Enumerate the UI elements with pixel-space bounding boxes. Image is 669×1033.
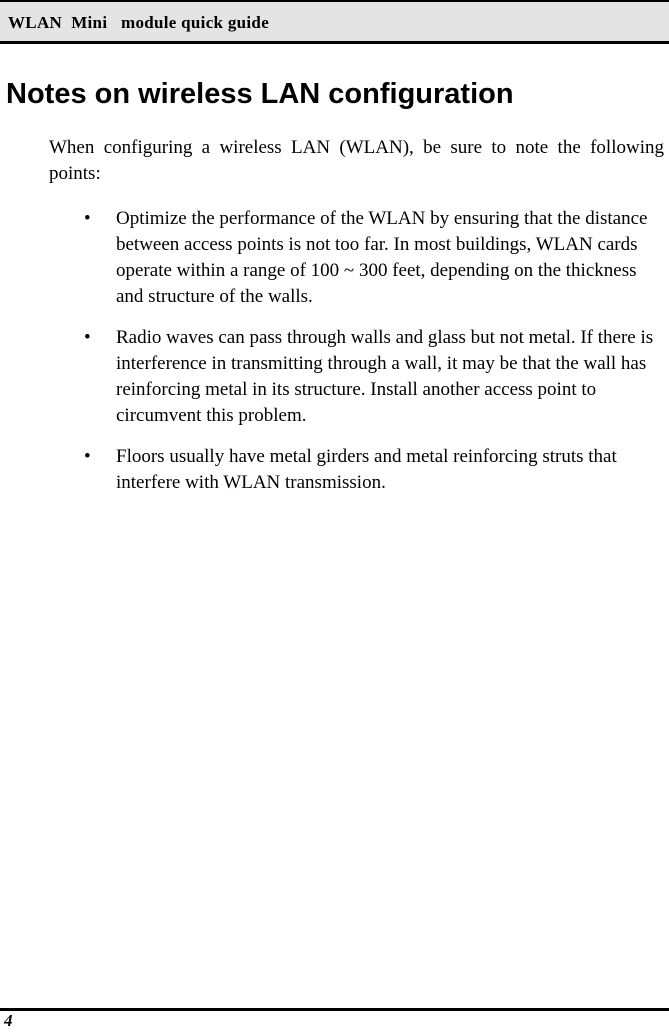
header-title: WLAN Mini module quick guide <box>8 13 270 32</box>
bullet-text: Optimize the performance of the WLAN by ensuring that the distance between access points is not too far. In most buildings, WLAN cards operate within a range of 100 ~ 300 feet, depending on the thickness and structure of the walls. <box>116 208 648 307</box>
footer-rule <box>0 1008 669 1011</box>
list-item <box>0 206 669 310</box>
page-number: 4 <box>4 1011 13 1030</box>
bullet-list <box>0 206 669 511</box>
list-item <box>0 325 669 429</box>
bullet-icon: • <box>84 208 91 229</box>
list-item <box>0 444 669 496</box>
intro-paragraph: When configuring a wireless LAN (WLAN), be sure to note the following points: <box>49 137 664 184</box>
page-title: Notes on wireless LAN configuration <box>6 78 514 110</box>
bullet-icon: • <box>84 327 91 348</box>
running-header <box>0 0 669 44</box>
bullet-text: Radio waves can pass through walls and glass but not metal. If there is interference in transmitting through a wall, it may be that the wall has reinforcing metal in its structure. Install another access point to circumvent this problem. <box>116 327 654 426</box>
bullet-text: Floors usually have metal girders and metal reinforcing struts that interfere with WLAN transmission. <box>116 446 617 493</box>
bullet-icon: • <box>84 446 91 467</box>
